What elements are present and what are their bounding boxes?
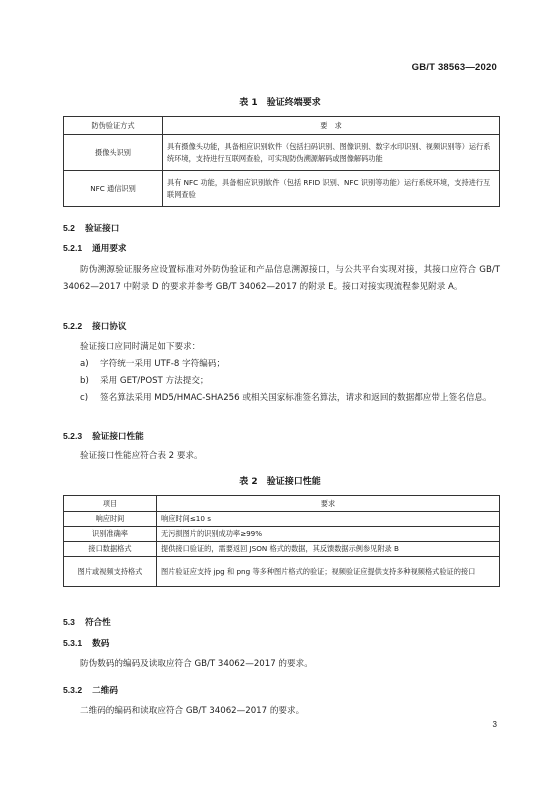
section-number: 5.2.2	[63, 321, 83, 331]
list-item	[80, 390, 500, 407]
table1-title: 表 1 验证终端要求	[239, 98, 321, 108]
table1-cell-method: 摄像头识别	[64, 135, 163, 171]
table2-cell-item: 图片或视频支持格式	[64, 557, 157, 587]
section-heading	[63, 242, 127, 254]
list-item	[80, 356, 500, 373]
page-number: 3	[492, 720, 497, 729]
list-marker: a)	[80, 359, 89, 369]
table1	[63, 116, 500, 207]
section-heading	[63, 637, 109, 649]
section-heading	[63, 430, 144, 442]
table1-header-method: 防伪验证方式	[64, 117, 163, 135]
paragraph: 防伪溯源验证服务应设置标准对外防伪验证和产品信息溯源接口，与公共平台实现对接，其接口应符合 GB/T 34062—2017 中附录 D 的要求并参考 GB/T 34062—2017 的附录 E。接口对接实现流程参见附录 A。	[63, 265, 500, 292]
table2-cell-item: 响应时间	[64, 512, 157, 527]
list-marker: b)	[80, 376, 89, 386]
table-row	[64, 542, 500, 557]
list-text: 字符统一采用 UTF-8 字符编码；	[100, 359, 226, 369]
section-title: 数码	[92, 639, 110, 649]
section-number: 5.3.1	[63, 638, 83, 648]
table-row	[64, 135, 500, 171]
table2-cell-item: 识别准确率	[64, 527, 157, 542]
table1-cell-method: NFC 通信识别	[64, 171, 163, 207]
paragraph: 二维码的编码和读取应符合 GB/T 34062—2017 的要求。	[80, 706, 305, 716]
section-title: 接口协议	[92, 322, 127, 332]
section-title: 验证接口性能	[92, 432, 144, 442]
paragraph: 验证接口应同时满足如下要求：	[80, 342, 201, 352]
section-number: 5.2.1	[63, 243, 83, 253]
list-item	[80, 373, 500, 390]
table-row	[64, 527, 500, 542]
section-title: 验证接口	[84, 224, 120, 234]
table2-header-requirement: 要求	[157, 496, 500, 512]
section-number: 5.3	[63, 617, 75, 627]
section-heading	[63, 320, 127, 332]
table-row	[64, 557, 500, 587]
section-title: 二维码	[92, 686, 118, 696]
table2-cell-requirement: 响应时间≤10 s	[157, 512, 500, 527]
table2-title: 表 2 验证接口性能	[239, 477, 321, 487]
section-number: 5.2.3	[63, 431, 83, 441]
table1-cell-requirement: 具有摄像头功能，具备相应识别软件（包括扫码识别、图像识别、数字水印识别、视频识别等）运行系统环境，支持进行互联网查验，可实现防伪溯源解码或图像解码功能	[163, 135, 500, 171]
table2-cell-item: 接口数据格式	[64, 542, 157, 557]
paragraph: 验证接口性能应符合表 2 要求。	[80, 451, 203, 461]
table2-cell-requirement: 无污损图片的识别成功率≥99%	[157, 527, 500, 542]
section-number: 5.3.2	[63, 685, 83, 695]
table2	[63, 495, 500, 587]
table-row	[64, 512, 500, 527]
list-marker: c)	[80, 393, 89, 403]
table2-cell-requirement: 图片验证应支持 jpg 和 png 等多种图片格式的验证；视频验证应提供支持多种视频格式验证的接口	[157, 557, 500, 587]
section-heading	[63, 222, 119, 234]
table1-cell-requirement: 具有 NFC 功能，具备相应识别软件（包括 RFID 识别、NFC 识别等功能）运行系统环境，支持进行互联网查验	[163, 171, 500, 207]
table2-cell-requirement: 提供接口验证的，需要返回 JSON 格式的数据，其反馈数据示例参见附录 B	[157, 542, 500, 557]
table-row	[64, 171, 500, 207]
section-number: 5.2	[63, 223, 75, 233]
section-title: 通用要求	[92, 244, 127, 254]
standard-code: GB/T 38563—2020	[411, 62, 497, 73]
list-text: 签名算法采用 MD5/HMAC-SHA256 或相关国家标准签名算法，请求和返回的数据都应带上签名信息。	[100, 393, 492, 403]
section-heading	[63, 684, 118, 696]
section-heading	[63, 616, 111, 628]
list-text: 采用 GET/POST 方法提交；	[100, 376, 209, 386]
paragraph: 防伪数码的编码及读取应符合 GB/T 34062—2017 的要求。	[80, 659, 313, 669]
table2-header-item: 项目	[64, 496, 157, 512]
table1-header-requirement: 要 求	[163, 117, 500, 135]
section-title: 符合性	[84, 618, 111, 628]
